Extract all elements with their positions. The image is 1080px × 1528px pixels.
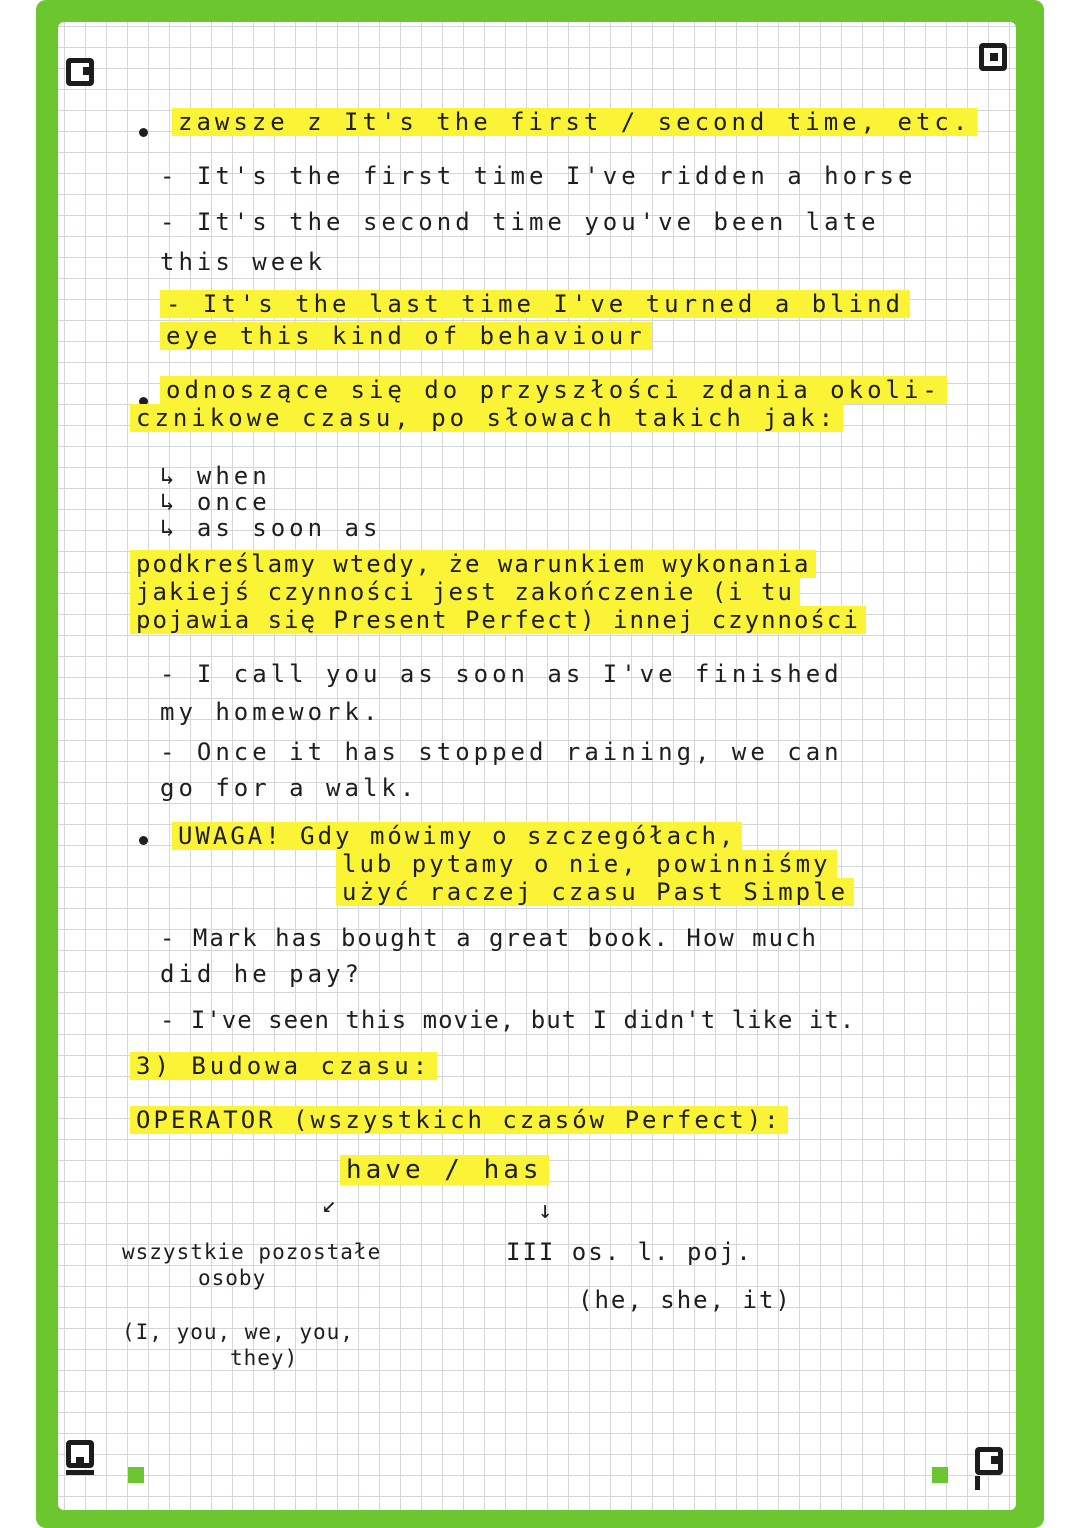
corner-tick-mark bbox=[975, 1476, 980, 1490]
note-line: - It's the second time you've been late bbox=[160, 208, 880, 236]
note-line: odnoszące się do przyszłości zdania okoli- bbox=[160, 376, 947, 404]
corner-marker-icon bbox=[975, 1447, 1003, 1475]
arrow-down-left-icon: ↙ bbox=[322, 1190, 337, 1218]
note-line: - It's the last time I've turned a blind bbox=[160, 290, 910, 318]
note-line: - It's the first time I've ridden a horse bbox=[160, 162, 917, 190]
note-line: pojawia się Present Perfect) innej czynności bbox=[130, 606, 866, 634]
arrow-down-icon: ↓ bbox=[538, 1196, 553, 1224]
note-line: wszystkie pozostałe bbox=[122, 1240, 382, 1264]
green-square-marker bbox=[128, 1467, 144, 1483]
bullet-dot bbox=[139, 128, 148, 137]
example-sentence: did he pay? bbox=[160, 960, 363, 988]
note-line: OPERATOR (wszystkich czasów Perfect): bbox=[130, 1106, 788, 1134]
note-line: lub pytamy o nie, powinniśmy bbox=[336, 850, 837, 878]
section-heading: 3) Budowa czasu: bbox=[130, 1052, 437, 1080]
note-line: (he, she, it) bbox=[578, 1286, 792, 1314]
note-line: III os. l. poj. bbox=[506, 1238, 753, 1266]
list-item: ↳ as soon as bbox=[160, 514, 382, 542]
example-sentence: - Mark has bought a great book. How much bbox=[160, 924, 818, 952]
corner-marker-icon bbox=[979, 43, 1007, 71]
note-line: użyć raczej czasu Past Simple bbox=[336, 878, 854, 906]
note-line: podkreślamy wtedy, że warunkiem wykonania bbox=[130, 550, 816, 578]
list-item: ↳ when bbox=[160, 462, 271, 490]
note-line: UWAGA! Gdy mówimy o szczegółach, bbox=[172, 822, 742, 850]
list-item: ↳ once bbox=[160, 488, 271, 516]
example-sentence: my homework. bbox=[160, 698, 382, 726]
example-sentence: go for a walk. bbox=[160, 774, 419, 802]
corner-tick-mark bbox=[66, 1470, 94, 1475]
operator-words: have / has bbox=[340, 1156, 549, 1184]
note-line: (I, you, we, you, bbox=[122, 1320, 354, 1344]
note-line: this week bbox=[160, 248, 327, 276]
note-line: osoby bbox=[198, 1266, 267, 1290]
corner-marker-icon bbox=[66, 1440, 94, 1468]
note-line: jakiejś czynności jest zakończenie (i tu bbox=[130, 578, 800, 606]
note-line: they) bbox=[230, 1346, 299, 1370]
note-line: eye this kind of behaviour bbox=[160, 322, 652, 350]
bullet-dot bbox=[139, 836, 148, 845]
example-sentence: - I call you as soon as I've finished bbox=[160, 660, 843, 688]
example-sentence: - Once it has stopped raining, we can bbox=[160, 738, 843, 766]
corner-marker-icon bbox=[66, 58, 94, 86]
example-sentence: - I've seen this movie, but I didn't like it. bbox=[160, 1006, 856, 1034]
note-line: zawsze z It's the first / second time, etc. bbox=[172, 108, 977, 136]
green-square-marker bbox=[932, 1467, 948, 1483]
note-line: cznikowe czasu, po słowach takich jak: bbox=[130, 404, 843, 432]
